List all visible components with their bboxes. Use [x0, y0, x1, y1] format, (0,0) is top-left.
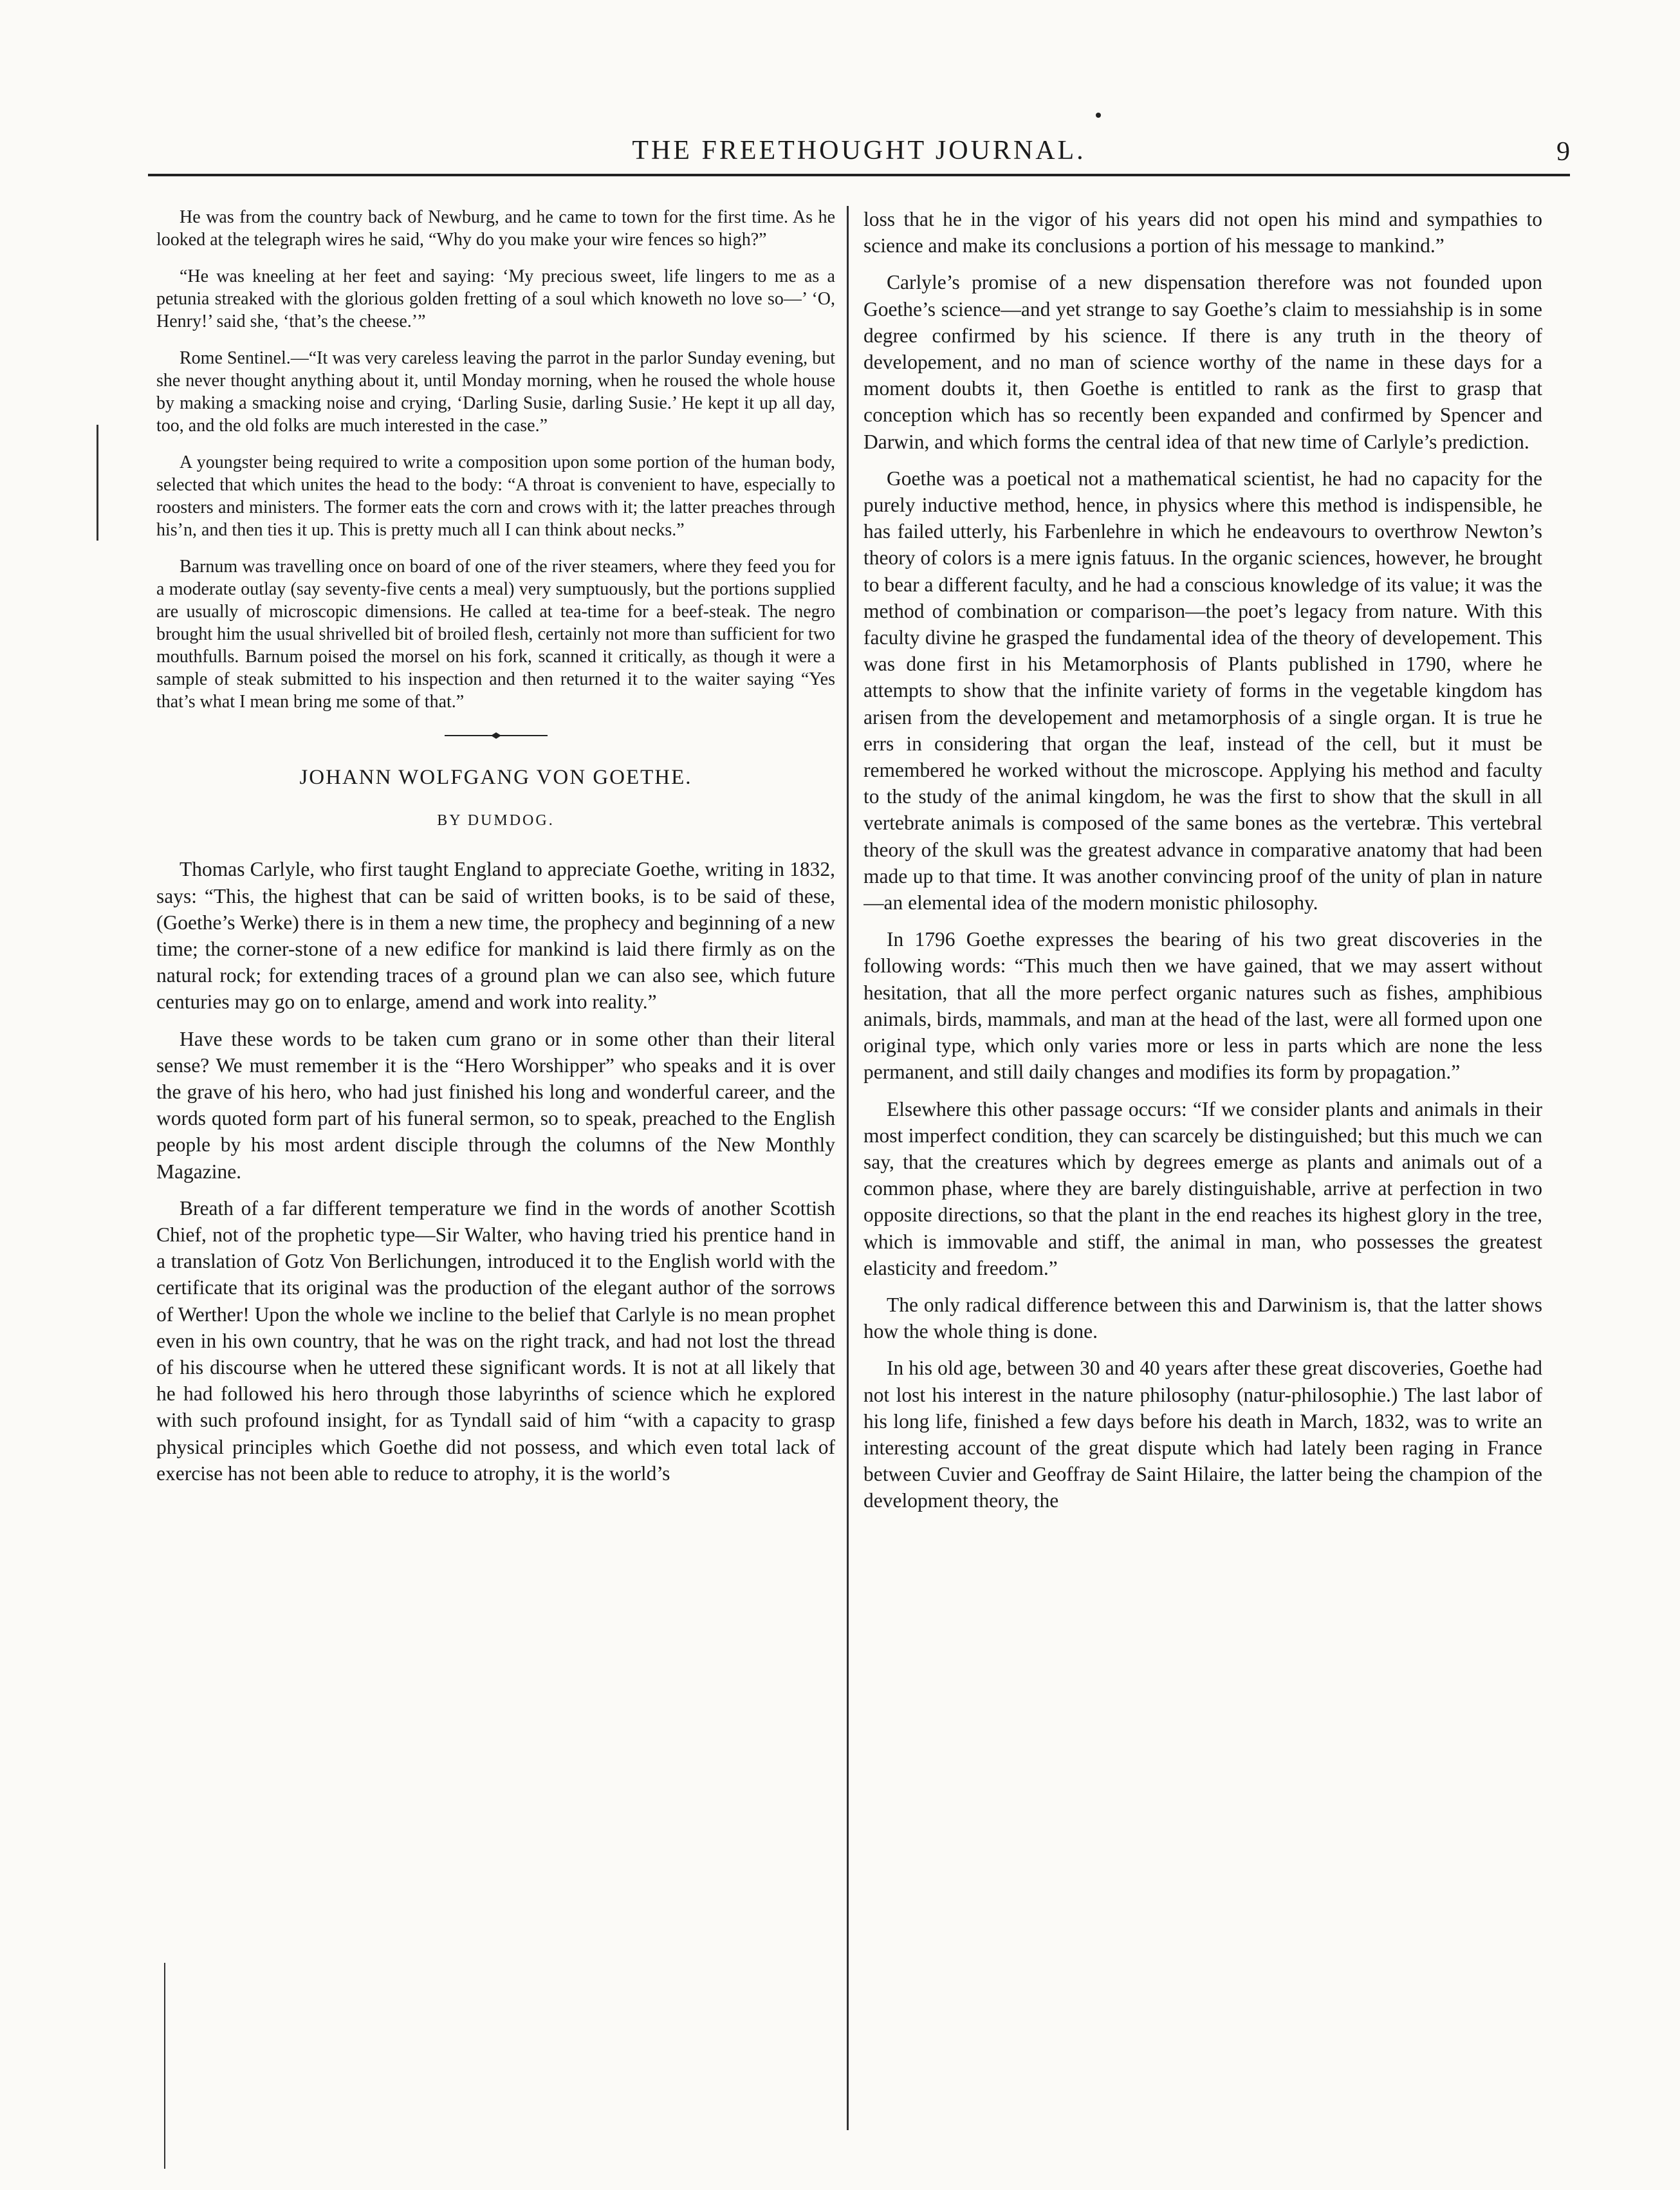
anecdote-paragraph: A youngster being required to write a composition upon some portion of the human body, selected that which unites the head to the body: “A throat is convenient to have, especially to roosters and ministers. The former eats the corn and crows with it; the latter preaches through his’n, and then ties it up. This is pretty much all I can think about necks.”: [156, 452, 835, 540]
article-paragraph: Have these words to be taken cum grano or in some other than their literal sense? We must remember it is the “Hero Worshipper” who speaks and it is over the grave of his hero, who had just finished his long and wonderful career, and the words quoted form part of his funeral sermon, so to speak, preached to the English people by his most ardent disciple through the columns of the New Monthly Magazine.: [156, 1027, 835, 1183]
anecdote-paragraph: Rome Sentinel.—“It was very careless leaving the parrot in the parlor Sunday evening, but she never thought anything about it, until Monday morning, when he roused the whole house by making a smacking noise and crying, ‘Darling Susie, darling Susie.’ He kept it up all day, too, and the old folks are much interested in the case.”: [156, 348, 835, 436]
anecdote-paragraph: Barnum was travelling once on board of one of the river steamers, where they feed you for a moderate outlay (say seventy-five cents a meal) very sumptuously, but the portions supplied are usually of microscopic dimensions. He called at tea-time for a beef-steak. The negro brought him the usual shrivelled bit of broiled flesh, certainly not more than sufficient for two mouthfulls. Barnum poised the morsel on his fork, scanned it critically, as though it were a sample of steak submitted to his inspection and then returned it to the waiter saying “Yes that’s what I mean bring me some of that.”: [156, 557, 835, 712]
article-paragraph: Goethe was a poetical not a mathematical scientist, he had no capacity for the purely inductive method, hence, in physics where this method is indispensible, he has failed utterly, his Farbenlehre in which he endeavours to overthrow Newton’s theory of colors is a mere ignis fatuus. In the organic sciences, however, he brought to bear a different faculty, and he had a conscious knowledge of its value; it was the method of combination or comparison—the poet’s legacy from nature. With this faculty divine he grasped the fundamental idea of the theory of developement. This was done first in his Metamorphosis of Plants published in 1790, where he attempts to show that the infinite variety of forms in the vegetable kingdom has arisen from the developement and metamorphosis of a single organ. It is true he errs in considering that organ the leaf, instead of the cell, but it must be remembered he worked without the microscope. Applying his method and faculty to the study of the animal kingdom, he was the first to show that the skull in all vertebrate animals is composed of the same bones as the vertebræ. This vertebral theory of the skull was the greatest advance in comparative anatomy that had been made up to that time. It was another convincing proof of the unity of plan in nature—an elemental idea of the modern monistic philosophy.: [863, 467, 1542, 914]
right-column: [863, 206, 1542, 2149]
article-paragraph: The only radical difference between this and Darwinism is, that the latter shows how the whole thing is done.: [863, 1293, 1542, 1343]
margin-ink-mark: [97, 425, 98, 541]
margin-ink-mark: [164, 1963, 165, 2169]
section-divider-ornament: [445, 732, 548, 739]
masthead: [148, 129, 1570, 176]
column-rule: [847, 206, 849, 2130]
article-paragraph: loss that he in the vigor of his years did not open his mind and sympathies to science and make its conclusions a portion of his message to mankind.”: [863, 208, 1542, 257]
article-paragraph: Thomas Carlyle, who first taught England to appreciate Goethe, writing in 1832, says: “This, the highest that can be said of written books, is to be said of these, (Goethe’s Werke) there is in them a new time, the prophecy and beginning of a new time; the corner-stone of a new edifice for mankind is laid there firmly as on the natural rock; for extending traces of a ground plan we can also see, which future centuries may go on to enlarge, amend and work into reality.”: [156, 858, 835, 1014]
ink-dot: [1096, 113, 1101, 118]
article-byline: BY DUMDOG.: [437, 812, 555, 830]
article-title: JOHANN WOLFGANG VON GOETHE.: [299, 766, 692, 789]
article-paragraph: In 1796 Goethe expresses the bearing of his two great discoveries in the following words: “This much then we have gained, that we may assert without hesitation, that all the more perfect organic natures such as fishes, amphibious animals, birds, mammals, and man at the head of the last, were all formed upon one original type, which only varies more or less in parts which are none the less permanent, and still daily changes and modifies its form by propagation.”: [863, 928, 1542, 1084]
left-column: [156, 206, 835, 2149]
anecdote-paragraph: “He was kneeling at her feet and saying: ‘My precious sweet, life lingers to me as a petunia streaked with the glorious golden fretting of a soul which knoweth no love so—’ ‘O, Henry!’ said she, ‘that’s the cheese.’”: [156, 266, 835, 331]
page-number: 9: [1556, 137, 1570, 167]
article-paragraph: Breath of a far different temperature we find in the words of another Scottish Chief, not of the prophetic type—Sir Walter, who having tried his prentice hand in a translation of Gotz Von Berlichungen, introduced it to the English world with the certificate that its original was the production of the elegant author of the sorrows of Werther! Upon the whole we incline to the belief that Carlyle is no mean prophet even in his own country, that he was on the right track, and had not lost the thread of his discourse when he uttered these significant words. It is not at all likely that he had followed his hero through those labyrinths of science which he explored with such profound insight, for as Tyndall said of him “with a capacity to grasp physical principles which Goethe did not possess, and which even total lack of exercise has not been able to reduce to atrophy, it is the world’s: [156, 1196, 835, 1485]
article-paragraph: Carlyle’s promise of a new dispensation therefore was not founded upon Goethe’s science—and yet strange to say Goethe’s claim to messiahship is in some degree confirmed by his science. If there is any truth in the theory of developement, and no man of science worthy of the name in these days for a moment doubts it, then Goethe is entitled to rank as the first to grasp that conception which has so recently been expanded and confirmed by Spencer and Darwin, and which forms the central idea of that new time of Carlyle’s prediction.: [863, 271, 1542, 453]
article-paragraph: Elsewhere this other passage occurs: “If we consider plants and animals in their most imperfect condition, they can scarcely be distinguished; but this much we can say, that the creatures which by degrees emerge as plants and animals out of a common phase, where they are barely distinguishable, arrive at perfection in two opposite directions, so that the plant in the end reaches its highest glory in the tree, which is immovable and stiff, the animal in man, who possesses the greatest elasticity and freedom.”: [863, 1097, 1542, 1279]
article-paragraph: In his old age, between 30 and 40 years after these great discoveries, Goethe had not lost his interest in the nature philosophy (natur-philosophie.) The last labor of his long life, finished a few days before his death in March, 1832, was to write an interesting account of the great dispute which had lately been raging in France between Cuvier and Geoffray de Saint Hilaire, the latter being the champion of the development theory, the: [863, 1357, 1542, 1512]
anecdote-paragraph: He was from the country back of Newburg, and he came to town for the first time. As he looked at the telegraph wires he said, “Why do you make your wire fences so high?”: [156, 207, 835, 250]
journal-title: THE FREETHOUGHT JOURNAL.: [632, 136, 1086, 165]
